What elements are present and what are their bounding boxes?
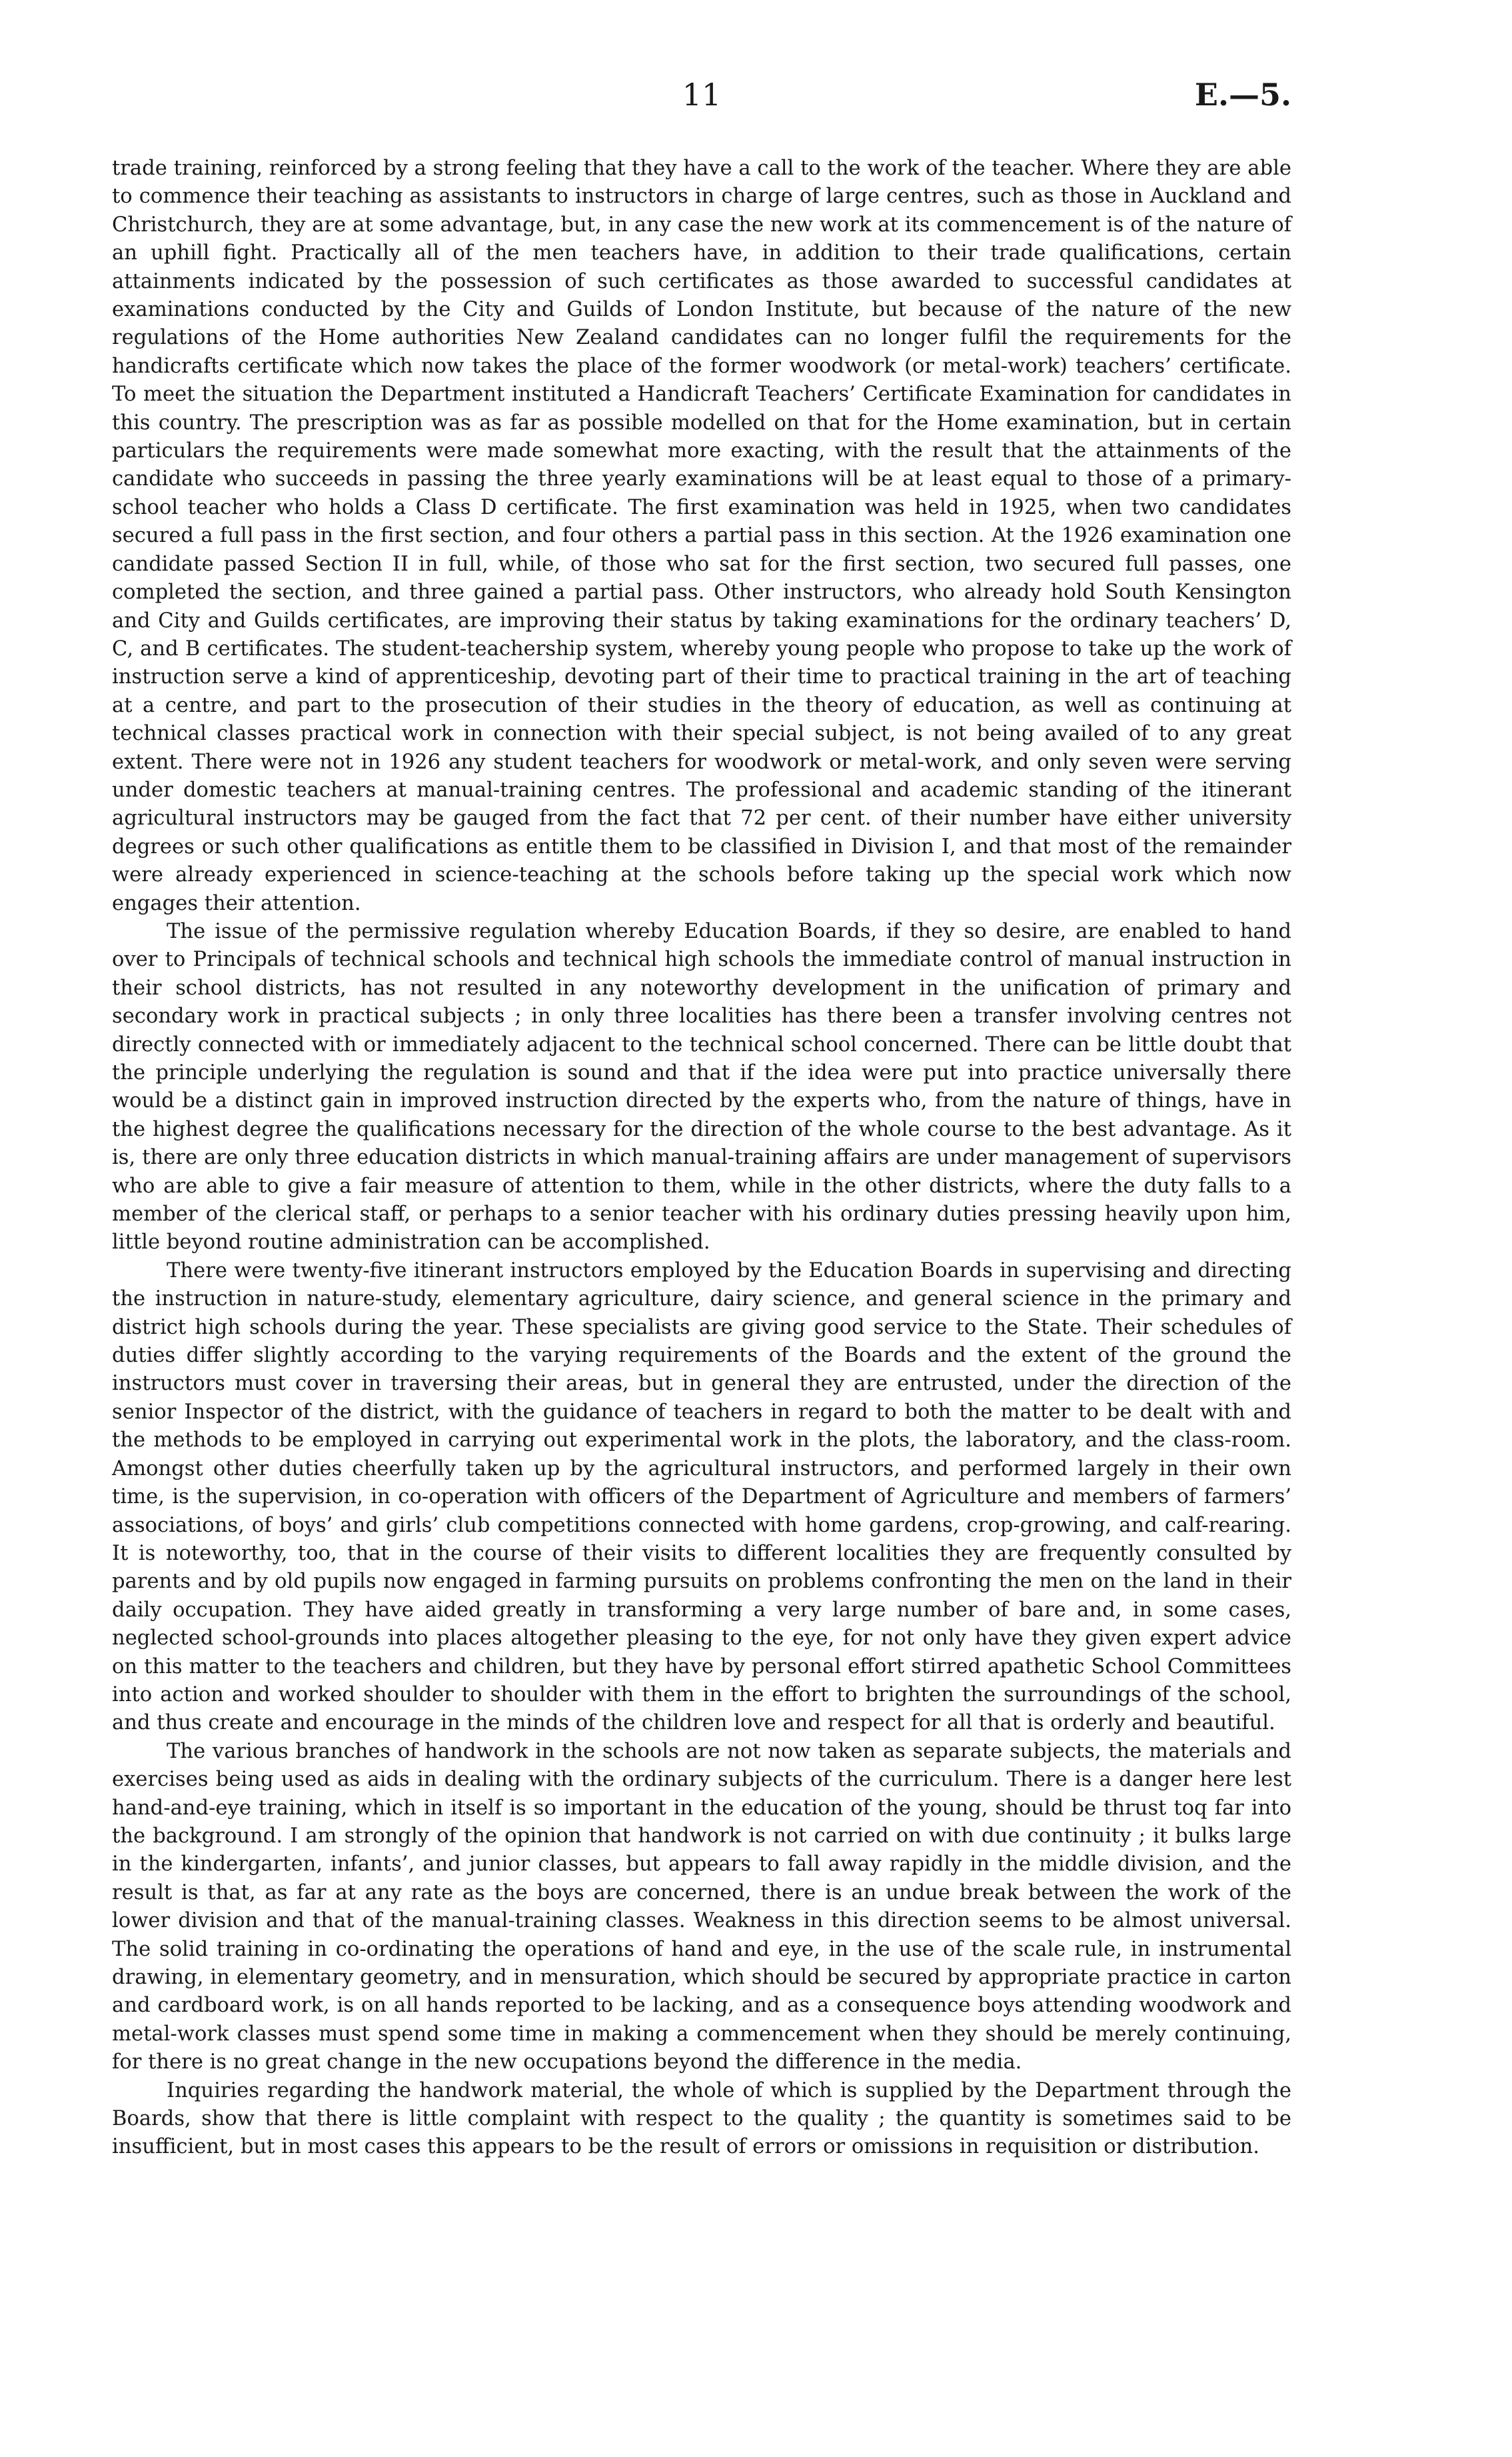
page-header xyxy=(112,75,1291,121)
paragraph-permissive-regulation: The issue of the permissive regulation whereby Education Boards, if they so desire, are enabled to hand over to Principals of technical schools and technical high schools the immediate control of manual instruction in their school districts, has not resulted in any noteworthy development in the unification of primary and secondary work in practical subjects ; in only three localities has there been a transfer involving centres not directly connected with or immediately adjacent to the technical school concerned. There can be little doubt that the principle underlying the regulation is sound and that if the idea were put into practice universally there would be a distinct gain in improved instruction directed by the experts who, from the nature of things, have in the highest degree the qualifications necessary for the direction of the whole course to the best advantage. As it is, there are only three education districts in which manual-training affairs are under management of supervisors who are able to give a fair measure of attention to them, while in the other districts, where the duty falls to a member of the clerical staff, or perhaps to a senior teacher with his ordinary duties pressing heavily upon him, little beyond routine administration can be accomplished. xyxy=(112,919,1291,1254)
paragraph-handwork-branches: The various branches of handwork in the schools are not now taken as separate subjects, the materials and exercises being used as aids in dealing with the ordinary subjects of the curriculum. There is a danger here lest hand-and-eye training, which in itself is so important in the education of the young, should be thrust toq far into the background. I am strongly of the opinion that handwork is not carried on with due continuity ; it bulks large in the kindergarten, infants’, and junior classes, but appears to fall away rapidly in the middle division, and the result is that, as far at any rate as the boys are concerned, there is an undue break between the work of the lower division and that of the manual-training classes. Weakness in this direction seems to be almost universal. The solid training in co-ordinating the operations of hand and eye, in the use of the scale rule, in instrumental drawing, in elementary geometry, and in mensuration, which should be secured by appropriate practice in carton and cardboard work, is on all hands reported to be lacking, and as a consequence boys attending woodwork and metal-work classes must spend some time in making a commencement when they should be merely continuing, for there is no great change in the new occupations beyond the difference in the media. xyxy=(112,1739,1291,2074)
paragraph-itinerant-instructors: There were twenty-five itinerant instructors employed by the Education Boards in supervising and directing the instruction in nature-study, elementary agriculture, dairy science, and general science in the primary and district high schools during the year. These specialists are giving good service to the State. Their schedules of duties differ slightly according to the varying requirements of the Boards and the extent of the ground the instructors must cover in traversing their areas, but in general they are entrusted, under the direction of the senior Inspector of the district, with the guidance of teachers in regard to both the matter to be dealt with and the methods to be employed in carrying out experimental work in the plots, the laboratory, and the class-room. Amongst other duties cheerfully taken up by the agricultural instructors, and performed largely in their own time, is the supervision, in co-operation with officers of the Department of Agriculture and members of farmers’ associations, of boys’ and girls’ club competitions connected with home gardens, crop-growing, and calf-rearing. It is noteworthy, too, that in the course of their visits to different localities they are frequently consulted by parents and by old pupils now engaged in farming pursuits on problems confronting the men on the land in their daily occupation. They have aided greatly in transforming a very large number of bare and, in some cases, neglected school-grounds into places altogether pleasing to the eye, for not only have they given expert advice on this matter to the teachers and children, but they have by personal effort stirred apathetic School Committees into action and worked shoulder to shoulder with them in the effort to brighten the surroundings of the school, and thus create and encourage in the minds of the children love and respect for all that is orderly and beautiful. xyxy=(112,1258,1291,1735)
page-number: 11 xyxy=(682,77,722,113)
paragraph-handwork-material: Inquiries regarding the handwork material, the whole of which is supplied by the Department through the Boards, show that there is little complaint with respect to the quality ; the quantity is sometimes said to be insufficient, but in most cases this appears to be the result of errors or omissions in requisition or distribution. xyxy=(112,2078,1291,2159)
paragraph-trade-training: trade training, reinforced by a strong feeling that they have a call to the work of the teacher. Where they are able to commence their teaching as assistants to instructors in charge of large centres, such as those in Auckland and Christchurch, they are at some advantage, but, in any case the new work at its commencement is of the nature of an uphill fight. Practically all of the men teachers have, in addition to their trade qualifications, certain attainments indicated by the possession of such certificates as those awarded to successful candidates at examinations conducted by the City and Guilds of London Institute, but because of the nature of the new regulations of the Home authorities New Zealand candidates can no longer fulfil the requirements for the handicrafts certificate which now takes the place of the former woodwork (or metal-work) teachers’ certificate. To meet the situation the Department instituted a Handicraft Teachers’ Certificate Examination for candidates in this country. The prescription was as far as possible modelled on that for the Home examination, but in certain particulars the requirements were made somewhat more exacting, with the result that the attainments of the candidate who succeeds in passing the three yearly examinations will be at least equal to those of a primary-school teacher who holds a Class D certificate. The first examination was held in 1925, when two candidates secured a full pass in the first section, and four others a partial pass in this section. At the 1926 examination one candidate passed Section II in full, while, of those who sat for the first section, two secured full passes, one completed the section, and three gained a partial pass. Other instructors, who already hold South Kensington and City and Guilds certificates, are improving their status by taking examinations for the ordinary teachers’ D, C, and B certificates. The student-teachership system, whereby young people who propose to take up the work of instruction serve a kind of apprenticeship, devoting part of their time to practical training in the art of teaching at a centre, and part to the prosecution of their studies in the theory of education, as well as continuing at technical classes practical work in connection with their special subject, is not being availed of to any great extent. There were not in 1926 any student teachers for woodwork or metal-work, and only seven were serving under domestic teachers at manual-training centres. The professional and academic standing of the itinerant agricultural instructors may be gauged from the fact that 72 per cent. of their number have either university degrees or such other qualifications as entitle them to be classified in Division I, and that most of the remainder were already experienced in science-teaching at the schools before taking up the special work which now engages their attention. xyxy=(112,157,1291,915)
series-code: E.—5. xyxy=(1194,77,1291,113)
body-text xyxy=(112,155,1291,2162)
